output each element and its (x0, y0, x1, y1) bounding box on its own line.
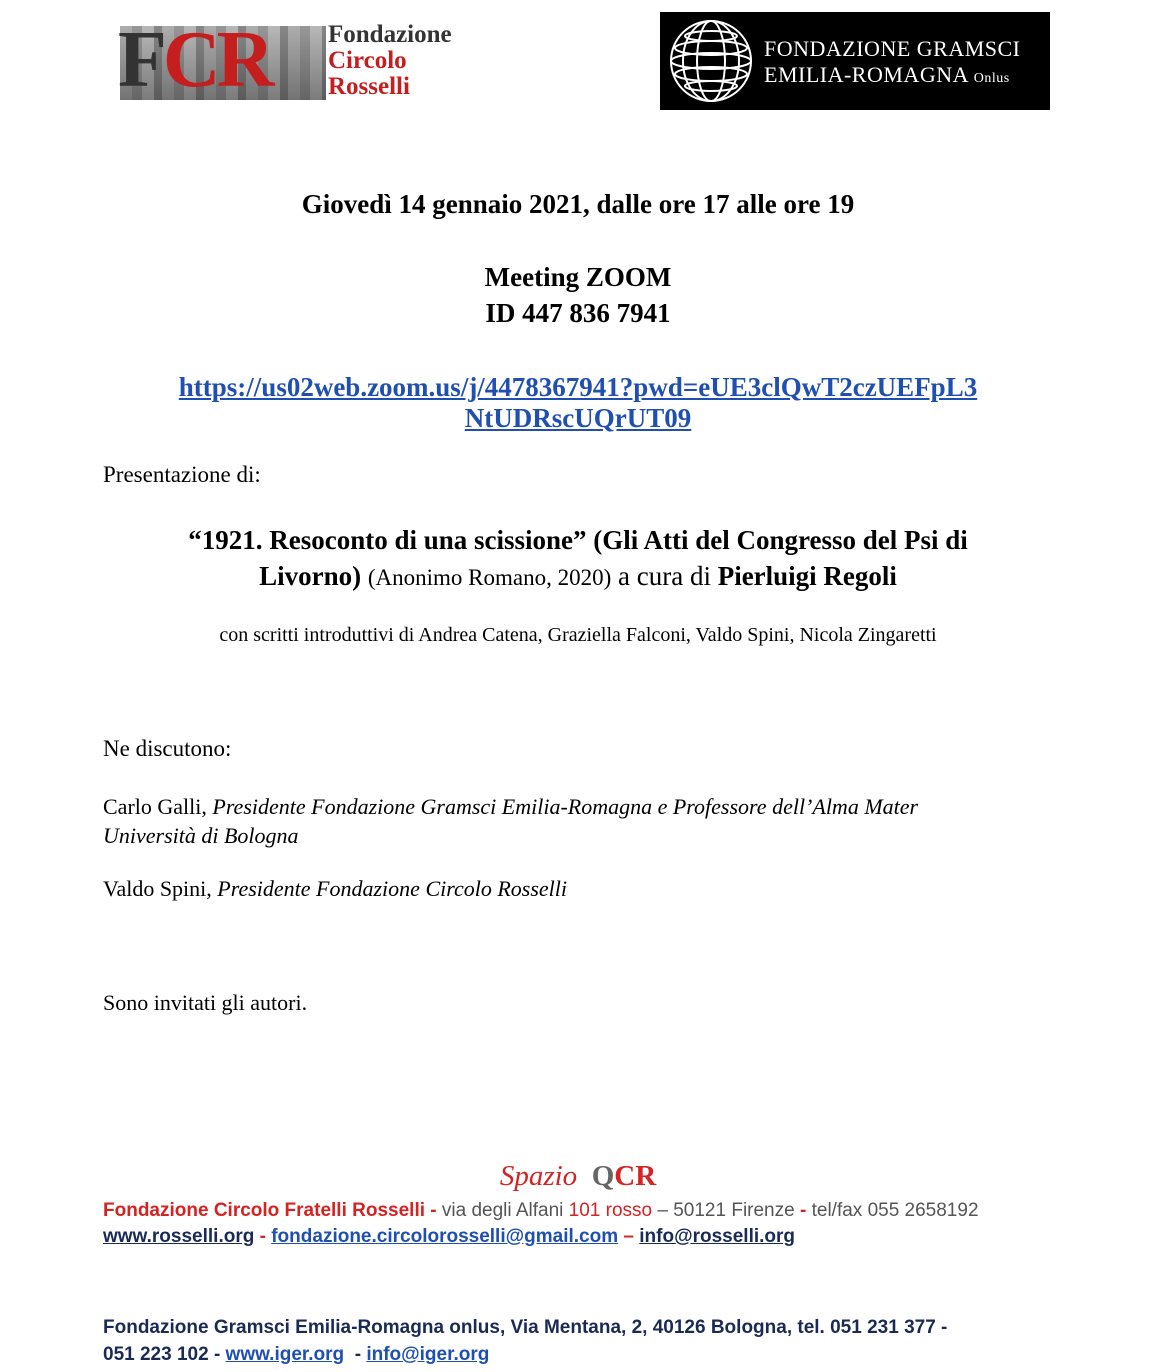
spazio-qcr-logo (0, 1160, 1156, 1193)
curated-by-label: a cura di (618, 561, 711, 591)
speaker2-role: Presidente Fondazione Circolo Rosselli (217, 876, 568, 901)
book-title-line1: “1921. Resoconto di una scissione” (Gli Atti del Congresso del Psi di (188, 525, 968, 555)
meeting-label: Meeting ZOOM (484, 262, 672, 292)
zoom-link-line1[interactable]: https://us02web.zoom.us/j/4478367941?pwd=eUE3clQwT2czUEFpL3 (178, 372, 978, 402)
globe-icon (668, 18, 754, 104)
fcr-logo-name (328, 22, 452, 100)
book-intro-authors: con scritti introduttivi di Andrea Catena, Graziella Falconi, Valdo Spini, Nicola Zingaretti (219, 624, 937, 646)
gramsci-website-link[interactable]: www.iger.org (225, 1344, 345, 1365)
gramsci-logo-line2 (764, 62, 1021, 92)
gramsci-logo-name (764, 36, 1021, 92)
speaker1-role-line2: Università di Bologna (103, 823, 299, 848)
book-title-line2: Livorno) (259, 561, 362, 591)
fcr-logo (118, 18, 518, 108)
speaker-carlo-galli (103, 792, 918, 850)
speaker1-name: Carlo Galli, (103, 794, 207, 819)
footer-dash-3: - (259, 1226, 266, 1247)
rosselli-email-link[interactable]: fondazione.circolorosselli@gmail.com (271, 1226, 619, 1247)
gramsci-dash: - (354, 1344, 362, 1365)
gramsci-email-link[interactable]: info@iger.org (366, 1344, 490, 1365)
zoom-link-line2[interactable]: NtUDRscUQrUT09 (464, 403, 692, 433)
rosselli-address (103, 1200, 979, 1222)
fcr-logo-line3: Rosselli (328, 73, 410, 100)
rosselli-street-number: 101 rosso (568, 1200, 653, 1221)
speaker1-role-line1: Presidente Fondazione Gramsci Emilia-Romagna e Professore dell’Alma Mater (212, 794, 919, 819)
book-curator: Pierluigi Regoli (717, 561, 897, 591)
gramsci-logo (660, 12, 1050, 110)
gramsci-logo-region: EMILIA-ROMAGNA (764, 62, 968, 87)
gramsci-address-line1: Fondazione Gramsci Emilia-Romagna onlus, Via Mentana, 2, 40126 Bologna, tel. 051 231 377 - (103, 1317, 948, 1338)
book-title (0, 522, 1156, 596)
gramsci-tel2: 051 223 102 - (103, 1344, 221, 1365)
gramsci-logo-line1: FONDAZIONE GRAMSCI (764, 36, 1021, 61)
gramsci-address (103, 1314, 947, 1368)
rosselli-city: – 50121 Firenze (657, 1200, 795, 1221)
rosselli-contacts (103, 1226, 795, 1248)
closing-note: Sono invitati gli autori. (103, 990, 308, 1015)
event-date: Giovedì 14 gennaio 2021, dalle ore 17 alle ore 19 (301, 189, 855, 219)
meeting-id: ID 447 836 7941 (485, 298, 671, 328)
presentation-label: Presentazione di: (103, 462, 261, 487)
spazio-q: Q (591, 1160, 615, 1192)
fcr-logo-line2: Circolo (328, 47, 407, 74)
fcr-logo-letters: FCR (118, 16, 271, 104)
gramsci-logo-onlus: Onlus (973, 71, 1010, 86)
speaker-valdo-spini (103, 876, 567, 902)
speaker2-name: Valdo Spini, (103, 876, 212, 901)
zoom-link[interactable] (0, 372, 1156, 434)
spazio-cr: CR (614, 1160, 657, 1192)
footer-dash-4: – (623, 1226, 634, 1247)
footer-dash-1: - (430, 1200, 437, 1221)
book-publisher: (Anonimo Romano, 2020) (367, 565, 612, 590)
rosselli-website-link[interactable]: www.rosselli.org (103, 1226, 255, 1247)
rosselli-street: via degli Alfani (441, 1200, 564, 1221)
fcr-logo-line1: Fondazione (328, 21, 452, 48)
spazio-word: Spazio (499, 1160, 578, 1192)
rosselli-tel: tel/fax 055 2658192 (811, 1200, 979, 1221)
discussion-label: Ne discutono: (103, 736, 232, 761)
rosselli-info-email-link[interactable]: info@rosselli.org (639, 1226, 796, 1247)
footer-dash-2: - (799, 1200, 807, 1221)
rosselli-org-name: Fondazione Circolo Fratelli Rosselli (103, 1200, 425, 1221)
